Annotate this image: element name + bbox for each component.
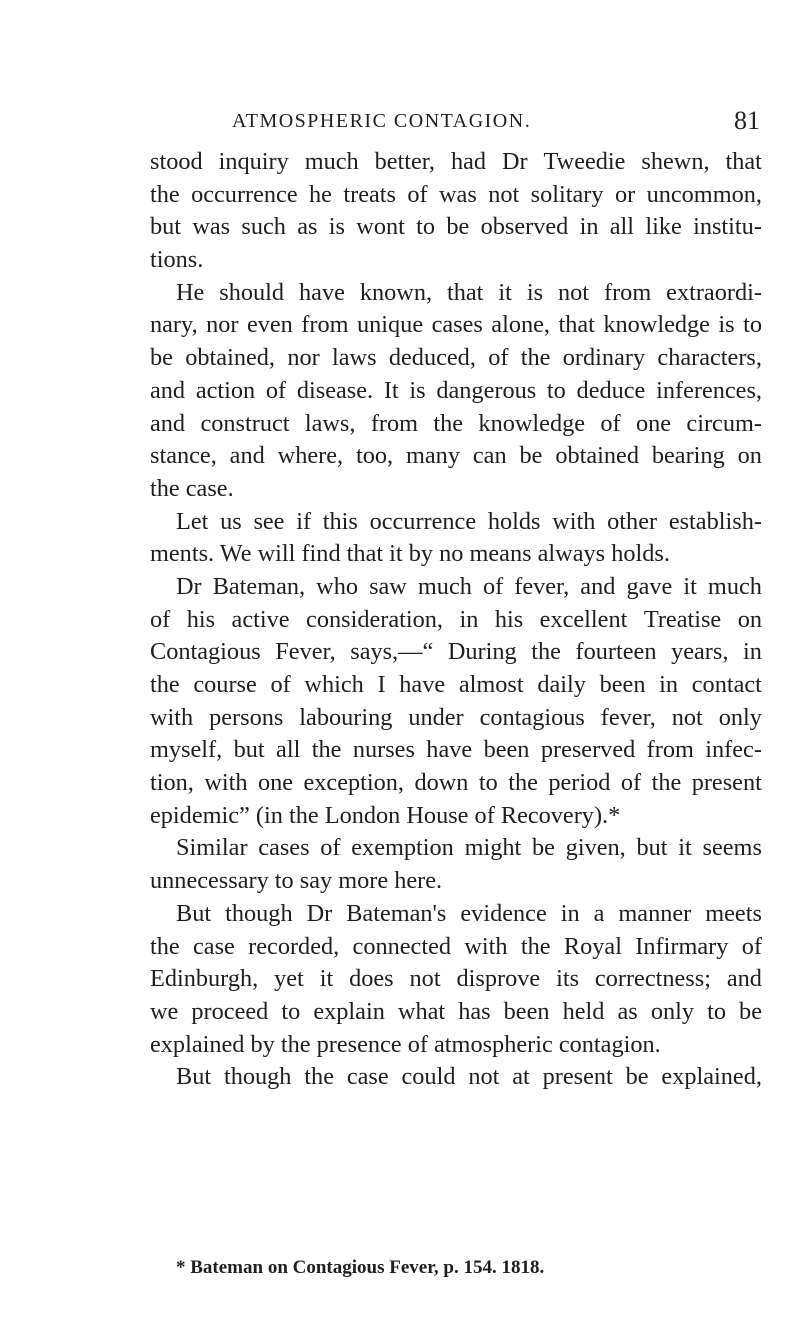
page-number: 81 — [734, 106, 760, 135]
text-line: stance, and where, too, many can be obtained bearing on — [150, 442, 762, 470]
text-line: tions. — [150, 246, 204, 274]
text-line: stood inquiry much better, had Dr Tweedie shewn, that — [150, 148, 762, 175]
text-line: the case. — [150, 474, 234, 502]
text-line: nary, nor even from unique cases alone, that knowledge is to — [150, 311, 762, 339]
running-title: ATMOSPHERIC CONTAGION. — [232, 110, 532, 132]
text-line: ments. We will find that it by no means always holds. — [150, 540, 670, 568]
text-line: Edinburgh, yet it does not disprove its correctness; and — [150, 965, 762, 993]
text-line: the occurrence he treats of was not solitary or uncommon, — [150, 180, 762, 208]
text-line: Contagious Fever, says,—“ During the fourteen years, in — [150, 638, 762, 666]
text-line: tion, with one exception, down to the period of the present — [150, 769, 762, 797]
text-line: unnecessary to say more here. — [150, 867, 443, 895]
text-line: But though Dr Bateman's evidence in a manner meets — [176, 899, 762, 927]
text-line: and action of disease. It is dangerous to deduce inferences, — [150, 376, 762, 404]
text-line: the case recorded, connected with the Royal Infirmary of — [150, 932, 762, 960]
text-line: with persons labouring under contagious fever, not only — [150, 703, 762, 731]
text-line: and construct laws, from the knowledge of one circum- — [150, 409, 762, 437]
text-line: myself, but all the nurses have been preserved from infec- — [150, 736, 762, 764]
text-line: we proceed to explain what has been held as only to be — [150, 997, 762, 1025]
text-line: explained by the presence of atmospheric contagion. — [150, 1030, 661, 1058]
footnote: * Bateman on Contagious Fever, p. 154. 1818. — [176, 1257, 545, 1278]
page-header — [150, 106, 760, 136]
text-line: but was such as is wont to be observed in all like institu- — [150, 213, 762, 241]
text-line: be obtained, nor laws deduced, of the ordinary characters, — [150, 344, 762, 372]
text-line: of his active consideration, in his excellent Treatise on — [150, 605, 762, 633]
text-line: Similar cases of exemption might be given, but it seems — [176, 834, 762, 862]
text-line: But though the case could not at present be explained, — [176, 1063, 762, 1091]
body-text — [150, 146, 762, 1094]
text-line: He should have known, that it is not from extraordi- — [176, 278, 762, 306]
text-line: Let us see if this occurrence holds with other establish- — [176, 507, 762, 535]
text-line: the course of which I have almost daily been in contact — [150, 671, 762, 698]
text-line: Dr Bateman, who saw much of fever, and gave it much — [176, 572, 762, 600]
text-line: epidemic” (in the London House of Recovery).* — [150, 801, 621, 829]
